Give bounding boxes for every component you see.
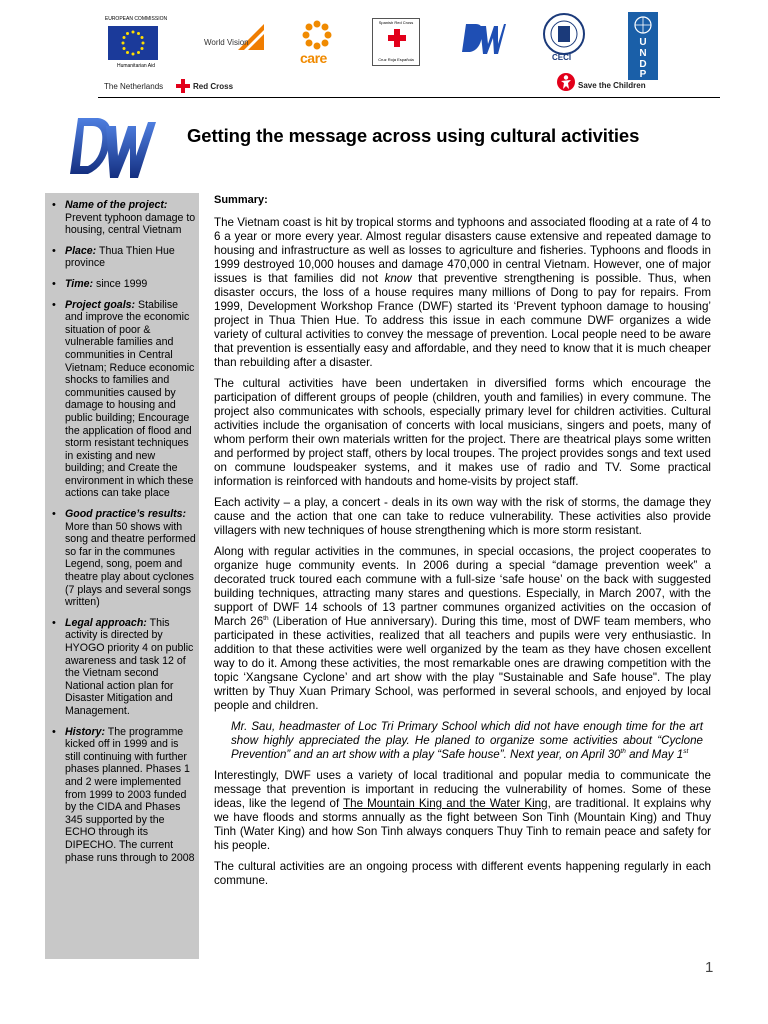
quote-text: Mr. Sau, headmaster of Loc Tri Primary School which did not have enough time for the art show highly appreciated the play. He planed to organize some activities about “Cyclone Prevention” and an art show with a play “Safe house”. Next year, on April 30	[231, 720, 703, 761]
sidebar-item-text: Prevent typhoon damage to housing, central Vietnam	[65, 211, 196, 237]
un-emblem-icon	[631, 15, 655, 35]
save-the-children-logo	[556, 72, 576, 92]
quote-headmaster	[214, 720, 711, 762]
sidebar-item-label: Legal approach:	[65, 616, 147, 629]
undp-letter-p: P	[639, 69, 647, 80]
cruz-roja-label: Cruz Roja Española	[378, 57, 414, 62]
red-cross-icon	[176, 79, 190, 93]
dw-logo-large	[68, 112, 158, 184]
dw-logo-small	[462, 18, 506, 58]
superscript: th	[620, 748, 626, 756]
sidebar-item-legal-approach	[45, 617, 199, 718]
sidebar-item-label: Name of the project:	[65, 199, 168, 211]
sidebar-item-text: Stabilise and improve the economic situation of poor & vulnerable families and communities in Central Vietnam; Reduce economic shocks to families and communities caused by damage to housing and public building; Encourage the application of flood and storm resistant techniques in existing and new building; and Create the environment in which these actions can take place	[65, 298, 195, 500]
sidebar-item-label: Time:	[65, 277, 94, 290]
undp-letter-n: N	[639, 48, 647, 59]
world-vision-logo	[236, 22, 266, 52]
sidebar-item-label: Good practice’s results:	[65, 508, 187, 521]
paragraph-text: The Vietnam coast is hit by tropical storms and typhoons and associated flooding at a rate of 4 to 6 a year or more every year. Almost regular disasters cause extensive and repeated damage to housing and infrastructure as well as losses to agriculture and fisheries. Typhoons and floods in 1999 destroyed 10,000 houses and damage 470,000 in central Vietnam. However, one of major issues is that families did not	[214, 216, 711, 285]
sidebar-item-text: More than 50 shows with song and theatre performed so far in the communes Legend, song, poem and theatre play about cyclones (7 plays and several songs written)	[65, 520, 196, 609]
humanitarian-aid-label: Humanitarian Aid	[116, 63, 156, 69]
spanish-red-cross-label: Spanish Red Cross	[378, 20, 414, 25]
european-commission-logo	[108, 26, 158, 60]
sidebar-item-label: Place:	[65, 244, 97, 257]
european-commission-label: EUROPEAN COMMISSION	[104, 16, 168, 22]
sidebar-item-text: since 1999	[96, 277, 148, 290]
sidebar-item-label: Project goals:	[65, 298, 136, 311]
partner-logos-bar	[0, 0, 768, 98]
quote-text: and May 1	[625, 748, 684, 761]
ceci-label: CECI	[552, 53, 572, 62]
undp-letter-u: U	[639, 37, 647, 48]
sidebar-item-text: The programme kicked off in 1999 and is still continuing with further phases planned. Phases 1 and 2 were implemented from 1999 to 2003 funded by the CIDA and Phases 345 supported by the ECHO through its DIPECHO. The current phase runs through to 2008	[65, 725, 195, 864]
world-vision-label: World Vision	[204, 38, 249, 47]
emphasis-text: know	[384, 272, 412, 285]
sidebar-item-place	[45, 245, 199, 270]
sidebar-item-text: Thua Thien Hue province	[65, 244, 175, 270]
sidebar-item-project-goals	[45, 299, 199, 501]
red-cross-icon	[388, 29, 406, 47]
paragraph-traditional-media	[214, 769, 711, 853]
summary-heading: Summary:	[214, 194, 268, 206]
paragraph-text: Interestingly, DWF uses a variety of local traditional and popular media to communicate the message that prevention is important in reducing the vulnerability of homes. Some of these ideas, like the legend of	[214, 769, 711, 810]
paragraph-community-events	[214, 545, 711, 713]
paragraph-ongoing-process: The cultural activities are an ongoing process with different events happening regularly in each commune.	[214, 860, 711, 887]
care-label: care	[300, 50, 327, 66]
paragraph-each-activity: Each activity – a play, a concert - deals in its own way with the risk of storms, the damage they cause and the action that one can take to reduce vulnerability. These activities also provide villagers with new techniques of house strengthening which is more storm resistant.	[214, 496, 711, 537]
paragraph-text: , are traditional. It explains why we have floods and storms annually as the fight between Son Tinh (Mountain King) and Thuy Tinh (Water King) and how Son Tinh always conquers Thuy Tinh to remain peace and safety for his people.	[214, 797, 711, 852]
ceci-logo	[542, 12, 586, 56]
care-logo	[300, 18, 334, 52]
sidebar-item-time	[45, 278, 199, 291]
spanish-red-cross-logo	[372, 18, 420, 66]
undp-logo	[628, 12, 658, 80]
paragraph-cultural-activities: The cultural activities have been undertaken in diversified forms which encourage the participation of different groups of people (children, youth and families) in every commune. The project also communicates with schools, especially primary level for children activities. Cultural activities include the organisation of concerts with local musicians, singers and poets, many of whom perform their own materials written for the project. There are theatrical plays some written and performed by project staff, others by local troupes. The project provides songs and text used on commune loudspeaker systems, and it makes use of radio and TV. Some practical information is reinforced with handouts and home-visits by project staff.	[214, 377, 711, 488]
page-number: 1	[705, 959, 714, 976]
paragraph-text: that preventive strengthening is possible. Thus, when disaster occurs, the loss of a house requires many millions of Dong to pay for repairs. From 1999, Development Workshop France (DWF) started its ‘Prevent typhoon damage to housing’ project in Thua Thien Hue. To address this issue in each commune DWF organizes a wide variety of cultural activities to convey the message of prevention. Local people need to be aware that prevention is essentially easy and affordable, and they need to know that it is much cheaper than rebuilding after a disaster.	[214, 272, 711, 369]
sidebar-item-history	[45, 726, 199, 865]
underlined-legend-title: The Mountain King and the Water King	[343, 797, 548, 810]
paragraph-intro	[214, 216, 711, 370]
project-info-sidebar	[45, 193, 199, 959]
paragraph-text: Along with regular activities in the communes, in special occasions, the project cooperates to organize huge community events. In 2006 during a special “damage prevention week” a decorated truck toured each commune with a full-size ‘safe house’ on the back with suggested building techniques, attracting many stares and questions. Especially, in March 2007, with the support of DWF 14 schools of 13 partner communes organized activities on the occasion of March 26	[214, 545, 711, 628]
sidebar-item-good-practice-results	[45, 508, 199, 609]
undp-letter-d: D	[639, 59, 647, 70]
superscript: st	[683, 748, 689, 756]
page-title: Getting the message across using cultural activities	[187, 125, 640, 146]
paragraph-text: (Liberation of Hue anniversary). During this time, most of DWF team members, who participated in these activities, realized that all teachers and pupils were very enthusiastic. In addition to that these activities were well organized by the team as they have chosen excellent way to do it. Among these activities, the most remarkable ones are drawing competition with the topic ‘Xangsane Cyclone’ and art show with the play "Sustainable and Safe house". The play written by Thuy Xuan Primary School, was performed in several schools, and enjoyed by local people and children.	[214, 615, 711, 712]
main-content	[214, 193, 711, 895]
sidebar-item-label: History:	[65, 725, 106, 738]
save-the-children-label: Save the Children	[578, 81, 646, 90]
netherlands-red-cross-prefix: The Netherlands	[104, 82, 164, 91]
superscript: th	[263, 615, 269, 623]
sidebar-item-text: This activity is directed by HYOGO priority 4 on public awareness and task 12 of the Vietnam second National action plan for Disaster Mitigation and Management.	[65, 616, 194, 717]
netherlands-red-cross-label: Red Cross	[193, 82, 234, 91]
header-divider	[98, 97, 720, 98]
sidebar-item-project-name	[45, 199, 199, 237]
